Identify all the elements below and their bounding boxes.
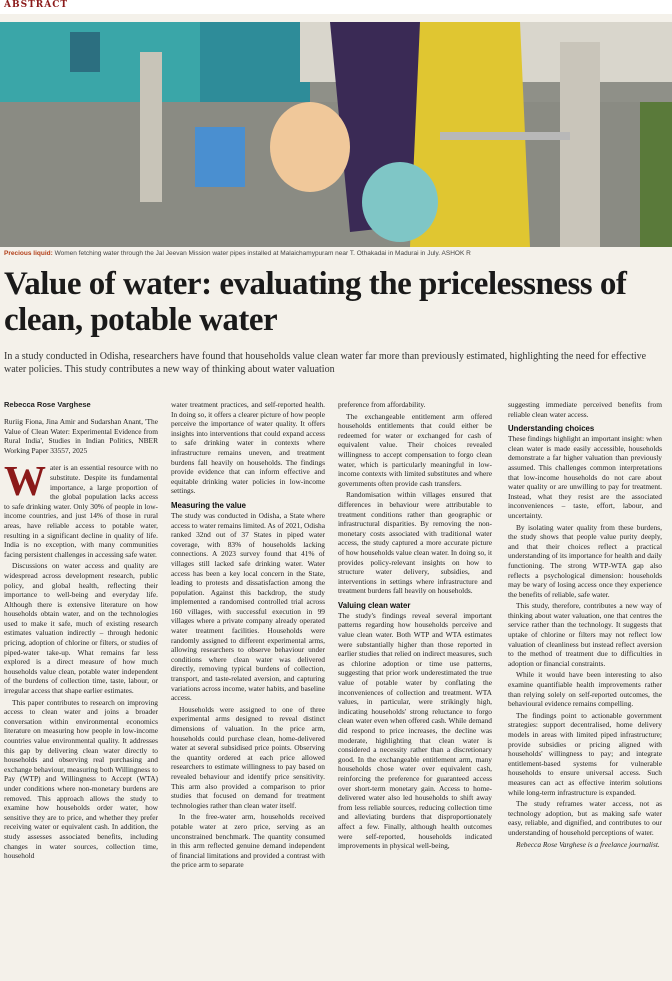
col4-p4: This study, therefore, contributes a new way of thinking about water valuation, one that centres the service rather than the technology. It suggests that uptake of chlorine or filters may not reflect low valuation of cleanliness but instead reflect aversion to the method of treatment due to difficulties in adoption or financial constraints.: [508, 601, 662, 668]
col4-p6: The findings point to actionable government strategies: support decentralised, home delivery models in areas with limited piped infrastructure; provide subsidies or pricing aligned with households' willingness to pay; and integrate entitlement-based systems for vulnerable households to ensure universal access. Such measures can act as effective interim solutions while long-term infrastructure is expanded.: [508, 710, 662, 797]
caption-credit: ASHOK R: [441, 250, 471, 257]
column-4: [508, 400, 662, 978]
photo-caption: [4, 250, 668, 257]
author-name: Rebecca Rose Varghese: [4, 400, 91, 409]
col3-p2: The exchangeable entitlement arm offered households entitlements that could either be redeemed for water or exchanged for cash of equivalent value. Their choices revealed willingness to accept compensation to forgo clean water, which is particularly meaningful in low-income contexts with limited substitutes and where governments often provide cash transfers.: [338, 411, 492, 488]
column-3: [338, 400, 492, 978]
col3-p3: Randomisation within villages ensured that differences in behaviour were attributable to treatment conditions rather than geographic or infrastructural disparities. By removing the non-monetary costs associated with traditional water access, the study captured a more accurate picture of how households value clean water. In doing so, it provides policy-relevant insights on how to structure water delivery, subsidies, and interventions in settings where infrastructure and treatment burdens fall heavily on households.: [338, 490, 492, 596]
caption-text: Women fetching water through the Jal Jeevan Mission water pipes installed at Malaichamypuram near T. Othakadai in Madurai in July.: [54, 250, 441, 257]
section-tag: ABSTRACT: [4, 0, 69, 10]
col1-p1: ater is an essential resource with no substitute. Despite its fundamental importance, a large proportion of the global population lacks access to safe drinking water. Only 30% of people in low-income countries, and just 14% of those in rural areas, have reliable access to potable water, resulting in a significant decline in quality of life. India is no exception, with many communities facing persistent challenges in accessing safe water.: [4, 463, 158, 559]
standfirst: In a study conducted in Odisha, researchers have found that households value clean water far more than previously estimated, highlighting the need for effective water policies. This study contributes a new way of thinking about water valuation: [4, 351, 647, 375]
col1-paragraph: [4, 459, 158, 559]
col1-p2: Discussions on water access and quality are widespread across development research, public policy, and global health, reflecting their importance to well-being and everyday life. Although there is extensive literature on how households obtain water, and on the technologies used to make it safe, much of existing research estimates valuation indirectly – through hedonic pricing, adoption of chlorine or filters, or studies of piped-water take-up. What remains far less explored is a direct measure of how much households value clean, potable water independent of the burdens of collection time, taste, labour, or irregular access that shape earlier estimates.: [4, 561, 158, 696]
col4-p5: While it would have been interesting to also examine quantifiable health improvements rather than relying solely on self-reported outcomes, the behavioural evidence remains compelling.: [508, 670, 662, 709]
section-header: [0, 0, 672, 14]
col1-p3: This paper contributes to research on improving access to clean water and joins a broader conversation within environmental economics literature on measuring how people in low-income countries value environmental quality. It addresses this gap by delivering clean water directly to households and observing real purchasing and exchange behaviour, measuring both Willingness to Pay (WTP) and Willingness to Accept (WTA) under conditions where non-monetary burdens are removed. This approach allows the study to examine how households order water, how sensitive they are to price, and whether they prefer receiving water or equivalent cash. In addition, the study assesses associated benefits, including changes in water sources, collection time, household: [4, 697, 158, 861]
col4-p3: By isolating water quality from these burdens, the study shows that people value purity deeply, and that their choices reflect a practical understanding of its importance for health and daily functioning. The strong WTP-WTA gap also reflects a psychological dimension: households may be wary of losing access once they experience the benefits of reliable, safe water.: [508, 522, 662, 599]
col4-p7: The study reframes water access, not as technology adoption, but as making safe water easy, reliable, and dignified, and contributes to our understanding of household perceptions of water.: [508, 799, 662, 837]
column-2: [171, 400, 325, 978]
subheading-understanding: Understanding choices: [508, 424, 595, 434]
author-byline: Rebecca Rose Varghese is a freelance journalist.: [516, 839, 660, 849]
reference: Ruriig Fiona, Jina Amir and Sudarshan Anant, 'The Value of Clean Water: Experimental Evidence from Rural India', Studies in Indian Politics, NBER Working Paper 33557, 2025: [4, 417, 158, 455]
col2-p4: In the free-water arm, households received potable water at zero price, serving as an unconstrained benchmark. The quantity consumed in this arm reflected genuine demand independent of financial limitations and provided a contrast with the price arm to separate: [171, 812, 325, 870]
col2-p1: water treatment practices, and self-reported health. In doing so, it offers a clearer picture of how people perceive the importance of water quality. It offers insights into interventions that could expand access to safe drinking water in contexts where infrastructure remains uneven, and treatment burdens fall heavily on households. The findings provide evidence that can inform effective and equitable drinking water policies in low-income settings.: [171, 400, 325, 496]
drop-cap: W: [4, 459, 46, 506]
col2-p2: The study was conducted in Odisha, a State where access to water remains limited. As of 2021, Odisha ranked 32nd out of 37 States in piped water coverage, with 83% of households lacking connections. A 2023 survey found that 41% of villages still lacked safe drinking water. Water access has been a key local concern in the State, leading to protests and dissatisfaction among the population. Against this backdrop, the study implemented a randomised controlled trial across 160 villages, with successful execution in 99 villages where a private company already operated water treatment facilities. Households were randomly assigned to different experimental arms, allowing researchers to observe behaviour under conditions where clean water was delivered directly, removing typical burdens of collection, transport, and taste-related aversion, and capturing variations across income, water habits, and baseline access.: [171, 510, 325, 703]
subheading-valuing: Valuing clean water: [338, 600, 411, 610]
caption-label: Precious liquid:: [4, 250, 53, 257]
col2-p3: Households were assigned to one of three experimental arms designed to reveal distinct dimensions of valuation. In the price arm, households could purchase clean, home-delivered water at several subsidised price points. Observing the quantity ordered at each price allowed researchers to estimate willingness to pay based on revealed behaviour and identify price sensitivity. This arm also provided a comparison to prior studies that focused on demand for treatment technologies rather than clean water itself.: [171, 704, 325, 810]
col4-p2: These findings highlight an important insight: when clean water is made easily accessible, households demonstrate a far higher valuation than previously assumed. This challenges common interpretations that low-income households do not care about water quality or are unwilling to pay for treatment. Instead, what they resist are the associated inconveniences – taste, effort, labour, and uncertainty.: [508, 434, 662, 520]
col3-p4: The study's findings reveal several important patterns regarding how households perceive and value clean water. Both WTP and WTA estimates were substantially higher than those reported in earlier studies that relied on indirect measures, such as chlorine adoption or time use patterns, suggesting that prior work underestimated the true value of potable water by conflating the inconveniences of collection and treatment. WTA values, in particular, were strikingly high, indicating households' strong reluctance to forgo clean water even when offered cash. While demand did respond to price increases, the decline was moderate, highlighting that clean water is considered a necessity rather than a discretionary good. In the exchangeable entitlement arm, many households chose water over equivalent cash, reinforcing the preference for guaranteed access over short-term monetary gain. Access to home-delivered water also led households to shift away from less reliable sources, reducing collection time and alleviating burdens that disproportionately affect a few. Finally, although health outcomes were self-reported, households indicated improvements in physical well-being,: [338, 610, 492, 851]
col4-p1: suggesting immediate perceived benefits from reliable clean water access.: [508, 400, 662, 419]
headline: Value of water: evaluating the pricelessness of clean, potable water: [4, 266, 627, 338]
subheading-measuring: Measuring the value: [171, 500, 246, 510]
col3-p1: preference from affordability.: [338, 400, 426, 409]
photo-women-fetching-water-icon: [0, 22, 672, 247]
column-1: [4, 400, 158, 978]
lead-photo: [0, 22, 672, 247]
